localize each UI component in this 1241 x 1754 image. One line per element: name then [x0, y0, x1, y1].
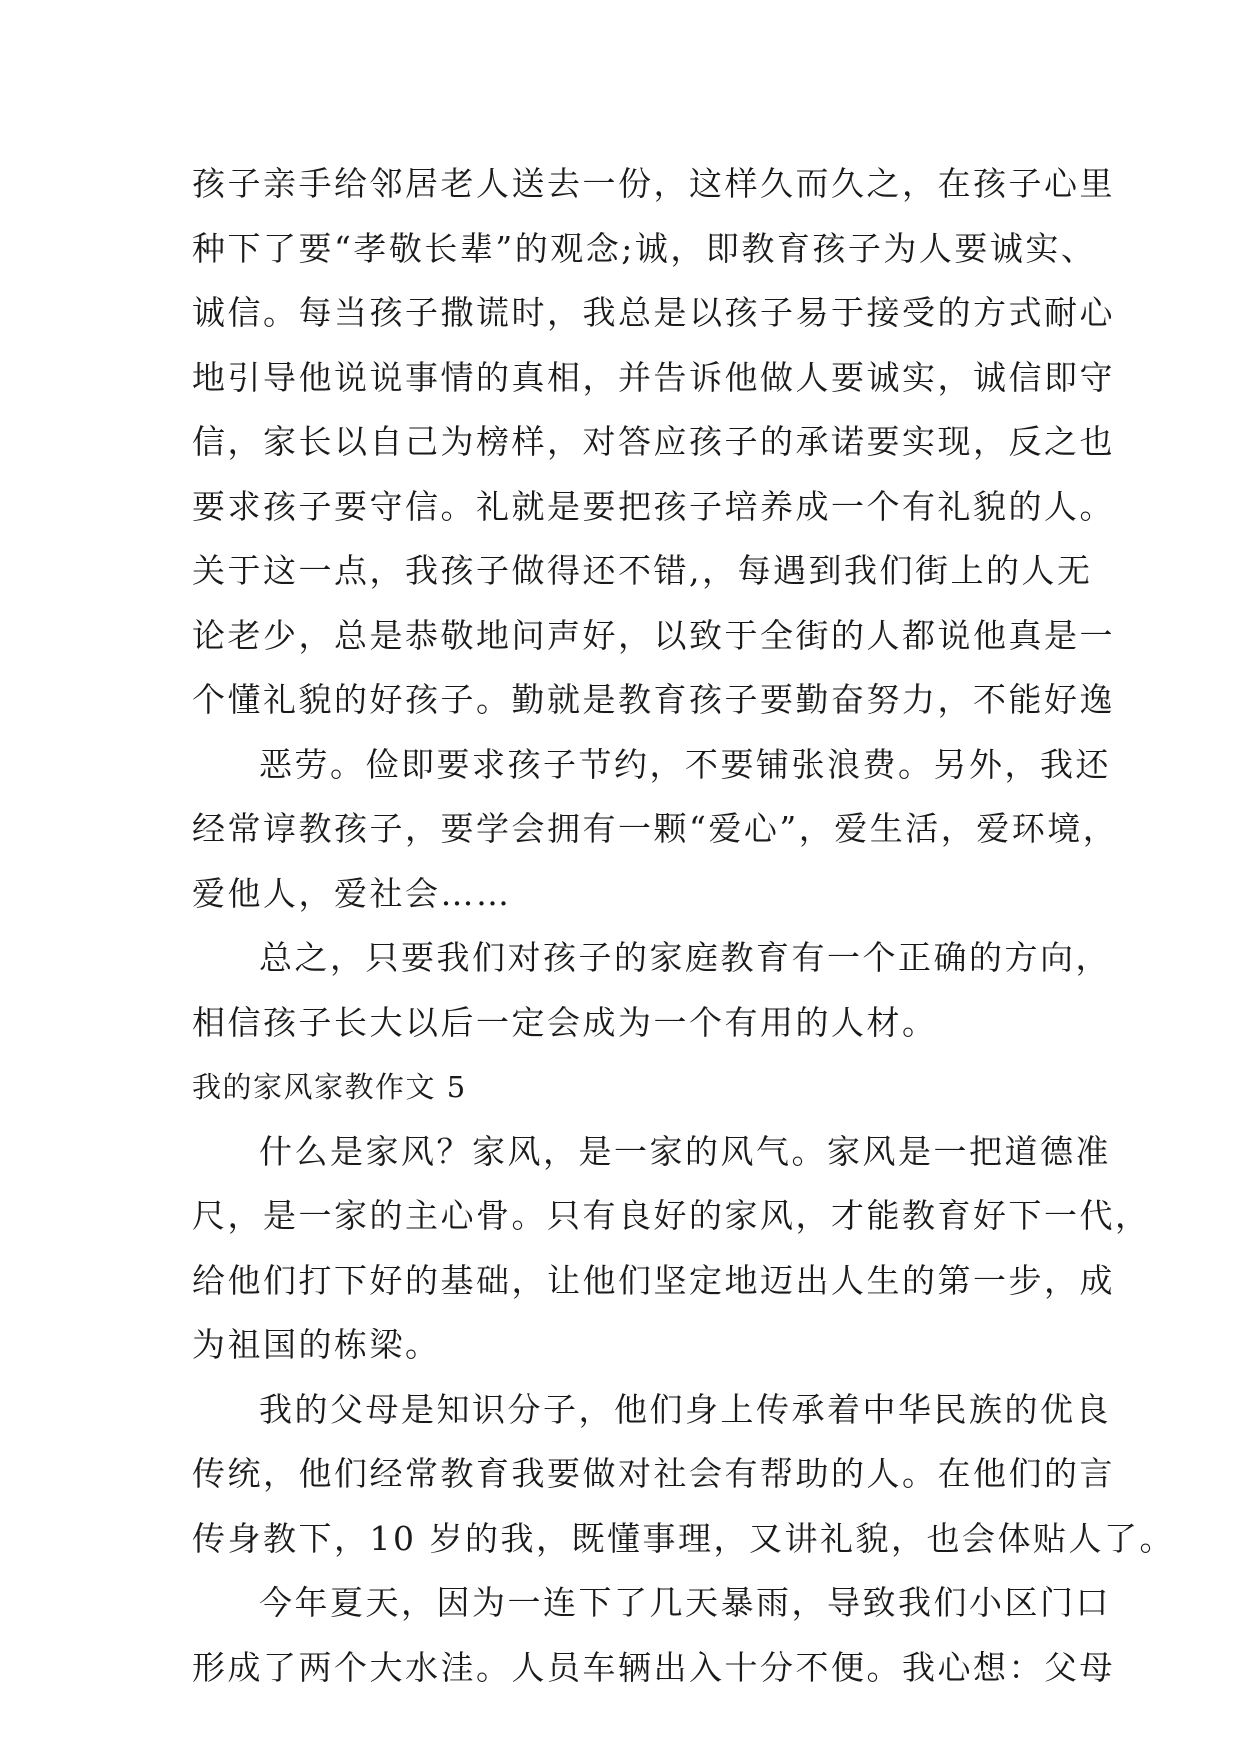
text-line: 经常谆教孩子，要学会拥有一颗“爱心”，爱生活，爱环境，: [192, 809, 1119, 848]
text-line: 要求孩子要守信。礼就是要把孩子培养成一个有礼貌的人。: [192, 487, 1115, 526]
text-line: 关于这一点，我孩子做得还不错,，每遇到我们街上的人无: [192, 551, 1093, 590]
text-line: 信，家长以自己为榜样，对答应孩子的承诺要实现，反之也: [192, 422, 1115, 461]
text-line: 种下了要“孝敬长辈”的观念;诚，即教育孩子为人要诚实、: [192, 229, 1097, 268]
text-line: 爱他人，爱社会……: [192, 874, 512, 913]
text-line: 孩子亲手给邻居老人送去一份，这样久而久之，在孩子心里: [192, 164, 1115, 203]
paragraph-start: 我的父母是知识分子，他们身上传承着中华民族的优良: [259, 1390, 1111, 1429]
paragraph-start: 什么是家风？家风，是一家的风气。家风是一把道德准: [259, 1132, 1111, 1171]
text-line: 论老少，总是恭敬地问声好，以致于全街的人都说他真是一: [192, 616, 1115, 655]
text-line: 恶劳。俭即要求孩子节约，不要铺张浪费。另外，我还: [259, 745, 1111, 784]
text-line: 为祖国的栋梁。: [192, 1325, 441, 1364]
text-line: 相信孩子长大以后一定会成为一个有用的人材。: [192, 1003, 938, 1042]
paragraph-start: 今年夏天，因为一连下了几天暴雨，导致我们小区门口: [259, 1583, 1111, 1622]
text-line: 传统，他们经常教育我要做对社会有帮助的人。在他们的言: [192, 1454, 1115, 1493]
text-line: 形成了两个大水洼。人员车辆出入十分不便。我心想：父母: [192, 1648, 1115, 1687]
text-line: 尺，是一家的主心骨。只有良好的家风，才能教育好下一代，: [192, 1196, 1151, 1235]
text-line: 诚信。每当孩子撒谎时，我总是以孩子易于接受的方式耐心: [192, 293, 1115, 332]
paragraph-start: 总之，只要我们对孩子的家庭教育有一个正确的方向，: [259, 938, 1111, 977]
text-line: 传身教下，10 岁的我，既懂事理，又讲礼貌，也会体贴人了。: [192, 1519, 1175, 1558]
section-heading: 我的家风家教作文 5: [192, 1070, 467, 1104]
text-line: 给他们打下好的基础，让他们坚定地迈出人生的第一步，成: [192, 1261, 1115, 1300]
text-line: 个懂礼貌的好孩子。勤就是教育孩子要勤奋努力，不能好逸: [192, 680, 1115, 719]
text-line: 地引导他说说事情的真相，并告诉他做人要诚实，诚信即守: [192, 358, 1115, 397]
